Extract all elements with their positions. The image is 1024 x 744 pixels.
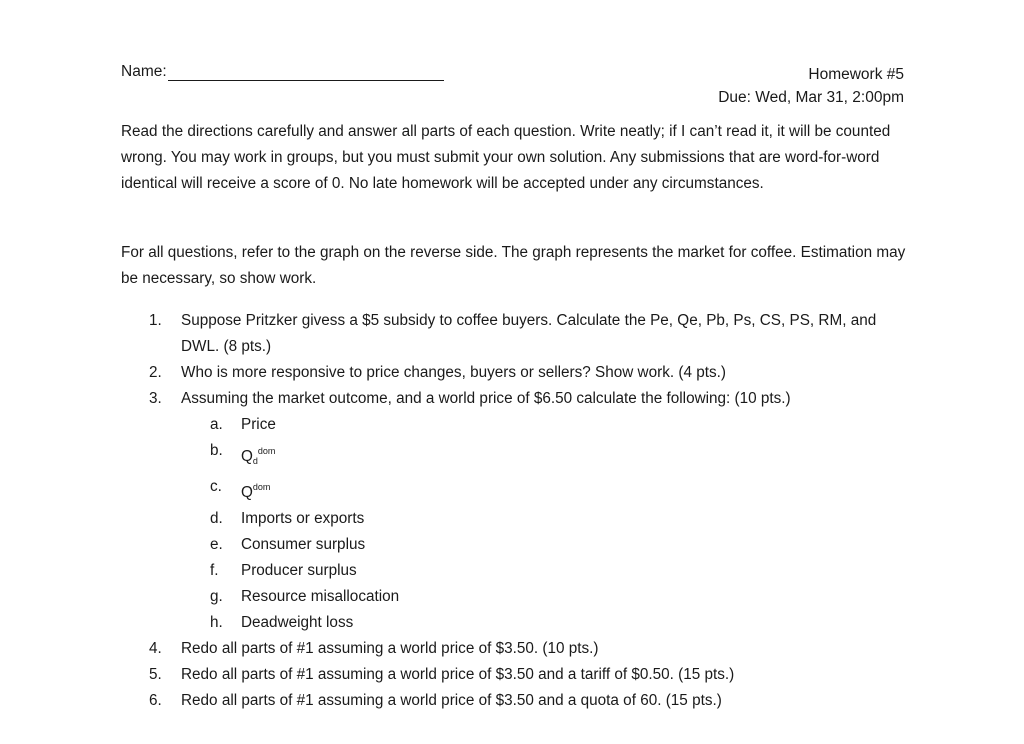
quantity-superscript: dom (257, 446, 276, 456)
sub-item (149, 438, 909, 474)
question-number: 6. (149, 692, 162, 709)
question-item (149, 386, 909, 636)
name-blank-line (168, 64, 444, 81)
question-item (149, 688, 909, 714)
question-item (149, 662, 909, 688)
sub-letter: c. (210, 478, 222, 495)
sub-letter: a. (210, 416, 223, 433)
question-text: Who is more responsive to price changes, buyers or sellers? Show work. (4 pts.) (181, 364, 726, 381)
question-number: 3. (149, 390, 162, 407)
sub-item (149, 558, 909, 584)
name-label: Name: (121, 63, 167, 80)
quantity-symbol: Q (241, 484, 253, 501)
question-text: Suppose Pritzker givess a $5 subsidy to coffee buyers. Calculate the Pe, Qe, Pb, Ps, CS, PS, RM, and DWL. (8 pts.) (181, 312, 877, 355)
sub-letter: b. (210, 442, 223, 459)
question-number: 1. (149, 312, 162, 329)
sub-letter: h. (210, 614, 223, 631)
question-text: Redo all parts of #1 assuming a world price of $3.50 and a quota of 60. (15 pts.) (181, 692, 722, 709)
question-number: 4. (149, 640, 162, 657)
question-text: Redo all parts of #1 assuming a world price of $3.50. (10 pts.) (181, 640, 599, 657)
question-item (149, 308, 909, 360)
question-text: Assuming the market outcome, and a world price of $6.50 calculate the following: (10 pts.) (181, 390, 791, 407)
quantity-subscript: d (252, 456, 258, 466)
sub-text: Resource misallocation (241, 588, 400, 605)
sub-item (149, 474, 909, 506)
sub-item (149, 532, 909, 558)
homework-title: Homework #5 (808, 66, 904, 83)
sub-text (241, 474, 270, 506)
quantity-symbol: Q (241, 448, 253, 465)
graph-reference-paragraph: For all questions, refer to the graph on the reverse side. The graph represents the market for coffee. Estimation may be necessary, so show work. (121, 244, 906, 287)
sub-item (149, 506, 909, 532)
question-3-parts (149, 412, 909, 636)
sub-text: Consumer surplus (241, 536, 366, 553)
question-number: 2. (149, 364, 162, 381)
question-list (149, 308, 909, 714)
sub-item (149, 610, 909, 636)
question-item (149, 636, 909, 662)
sub-text: Deadweight loss (241, 614, 354, 631)
sub-text: Imports or exports (241, 510, 365, 527)
sub-letter: d. (210, 510, 223, 527)
sub-text: Price (241, 416, 276, 433)
question-number: 5. (149, 666, 162, 683)
name-field (121, 63, 444, 81)
sub-item (149, 584, 909, 610)
sub-text: Producer surplus (241, 562, 357, 579)
directions-paragraph: Read the directions carefully and answer all parts of each question. Write neatly; if I can’t read it, it will be counted wrong. You may work in groups, but you must submit your own solution. Any submissions that are word-for-word identical will receive a score of 0. No late homework will be accepted under any circumstances. (121, 123, 891, 192)
due-date: Due: Wed, Mar 31, 2:00pm (718, 89, 904, 106)
header-info (718, 63, 904, 109)
question-text: Redo all parts of #1 assuming a world price of $3.50 and a tariff of $0.50. (15 pts.) (181, 666, 735, 683)
sub-letter: g. (210, 588, 223, 605)
sub-letter: e. (210, 536, 223, 553)
quantity-superscript: dom (252, 482, 271, 492)
sub-letter: f. (210, 562, 219, 579)
sub-text (241, 438, 275, 474)
question-item (149, 360, 909, 386)
sub-item (149, 412, 909, 438)
